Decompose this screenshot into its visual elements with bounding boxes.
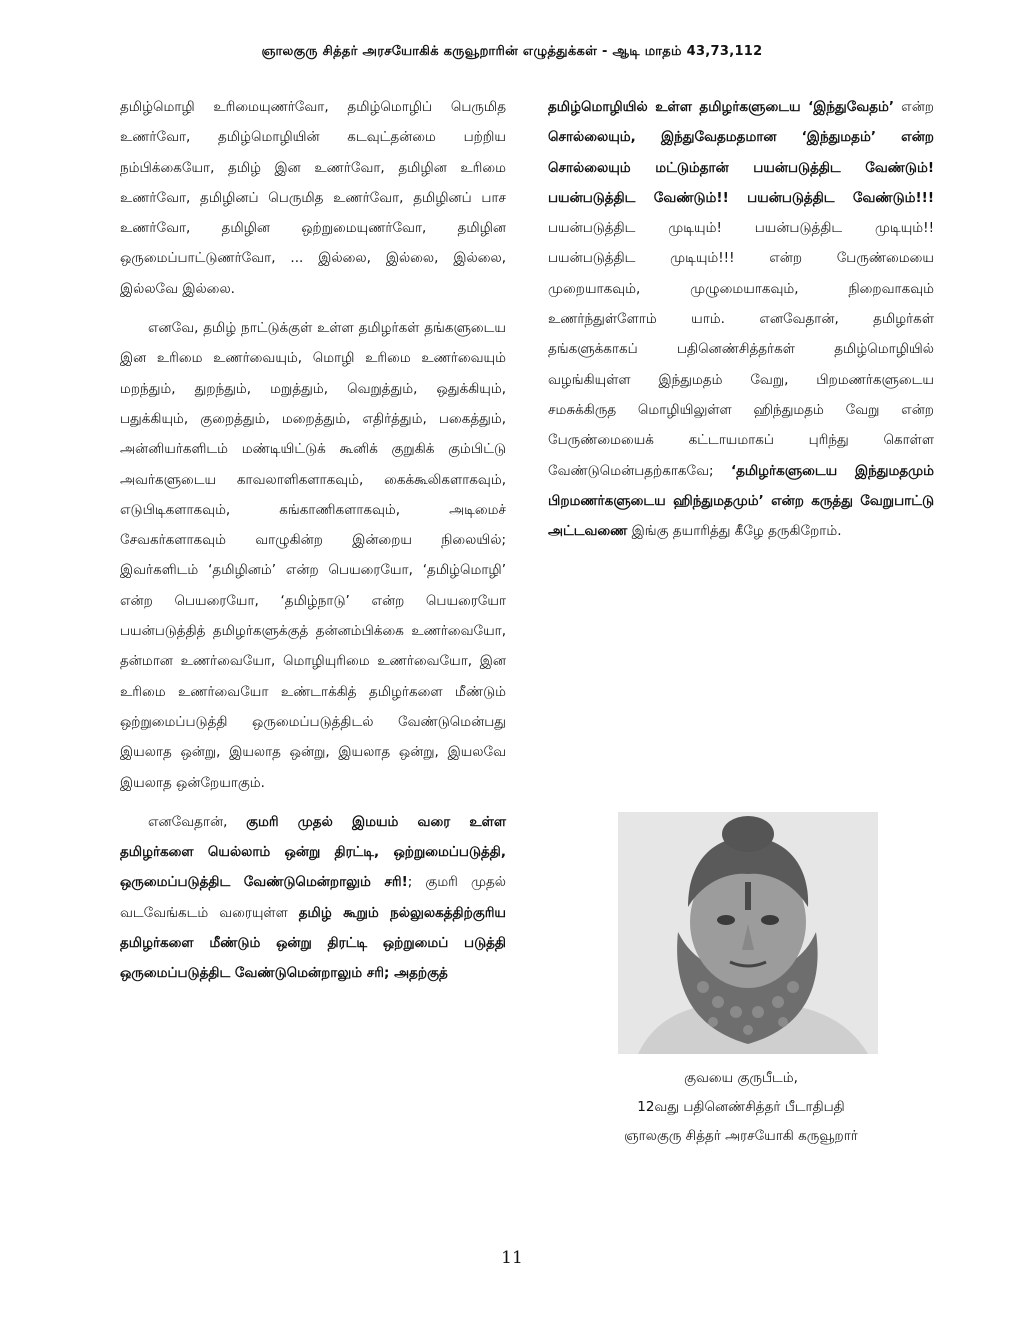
paragraph-4 (548, 92, 934, 546)
paragraph-4-text-2: பயன்படுத்திட முடியும்! பயன்படுத்திட முடியும்!! பயன்படுத்திட முடியும்!!! என்ற பேருண்மையை முறையாகவும், முழுமையாகவும், நிறைவாகவும் உணர்ந்துள்ளோம் யாம். எனவேதான், தமிழர்கள் தங்களுக்காகப் பதினெண்சித்தர்கள் தமிழ்மொழியில் வழங்கியுள்ள இந்துமதம் வேறு, பிறமணர்களுடைய சமசுக்கிருத மொழியிலுள்ள ஹிந்துமதம் வேறு என்ற பேருண்மையைக் கட்டாயமாகப் புரிந்து கொள்ள வேண்டுமென்பதற்காகவே; (548, 220, 934, 479)
paragraph-4-text-3: இங்கு தயாரித்து கீழே தருகிறோம். (627, 523, 842, 540)
paragraph-3-end: ; அதற்குத் (384, 965, 448, 982)
caption-line-1: குவயை குருபீடம், (684, 1070, 798, 1086)
paragraph-3 (120, 807, 506, 989)
paragraph-4-bold-3: ‘தமிழர்களுடைய இந்துமதமும் பிறமணர்களுடைய ஹிந்துமதமும்’ என்ற கருத்து வேறுபாட்டு அட்டவணை (548, 462, 934, 540)
portrait-photo (618, 812, 878, 1054)
left-column (120, 92, 506, 989)
page-number: 11 (501, 1248, 523, 1268)
paragraph-3-bold-2: தமிழ் கூறும் நல்லுலகத்திற்குரிய தமிழர்களை மீண்டும் ஒன்று திரட்டி ஒற்றுமைப் படுத்தி ஒருமைப்படுத்திட வேண்டுமென்றாலும் சரி (120, 904, 506, 982)
paragraph-3-bold-1: குமரி முதல் இமயம் வரை உள்ள தமிழர்களை யெல்லாம் ஒன்று திரட்டி, ஒற்றுமைப்படுத்தி, ஒருமைப்படுத்திட வேண்டுமென்றாலும் சரி! (120, 813, 506, 891)
photo-caption (548, 1064, 934, 1151)
right-column (548, 92, 934, 546)
paragraph-1: தமிழ்மொழி உரிமையுணர்வோ, தமிழ்மொழிப் பெருமித உணர்வோ, தமிழ்மொழியின் கடவுட்தன்மை பற்றிய நம்பிக்கையோ, தமிழ் இன உணர்வோ, தமிழின உரிமை உணர்வோ, தமிழினப் பெருமித உணர்வோ, தமிழினப் பாச உணர்வோ, தமிழின ஒற்றுமையுணர்வோ, தமிழின ஒருமைப்பாட்டுணர்வோ, ... இல்லை, இல்லை, இல்லை, இல்லவே இல்லை. (120, 99, 506, 297)
caption-line-2: 12வது பதினெண்சித்தர் பீடாதிபதி (637, 1099, 845, 1115)
paragraph-4-bold-1: தமிழ்மொழியில் உள்ள தமிழர்களுடைய ‘இந்துவேதம்’ (548, 99, 895, 115)
page-header: ஞாலகுரு சித்தர் அரசயோகிக் கருவூறாரின் எழுத்துக்கள் - ஆடி மாதம் 43,73,112 (261, 44, 763, 59)
paragraph-3-mid: ; குமரி முதல் வடவேங்கடம் வரையுள்ள (120, 874, 506, 921)
portrait-illustration (618, 812, 878, 1054)
paragraph-4-bold-2: சொல்லையும், இந்துவேதமதமான ‘இந்துமதம்’ என்ற சொல்லையும் மட்டும்தான் பயன்படுத்திட வேண்டும்! பயன்படுத்திட வேண்டும்!! பயன்படுத்திட வேண்டும்!!! (548, 129, 934, 206)
paragraph-3-intro: எனவேதான், (148, 813, 247, 830)
paragraph-4-text-1: என்ற (894, 99, 934, 115)
paragraph-2: எனவே, தமிழ் நாட்டுக்குள் உள்ள தமிழர்கள் தங்களுடைய இன உரிமை உணர்வையும், மொழி உரிமை உணர்வையும் மறந்தும், துறந்தும், மறுத்தும், வெறுத்தும், ஒதுக்கியும், பதுக்கியும், குறைத்தும், மறைத்தும், எதிர்த்தும், பகைத்தும், அன்னியர்களிடம் மண்டியிட்டுக் கூனிக் குறுகிக் கும்பிட்டு அவர்களுடைய காவலாளிகளாகவும், கைக்கூலிகளாகவும், எடுபிடிகளாகவும், கங்காணிகளாகவும், அடிமைச் சேவகர்களாகவும் வாழுகின்ற இன்றைய நிலையில்; இவர்களிடம் ‘தமிழினம்’ என்ற பெயரையோ, ‘தமிழ்மொழி’ என்ற பெயரையோ, ‘தமிழ்நாடு’ என்ற பெயரையோ பயன்படுத்தித் தமிழர்களுக்குத் தன்னம்பிக்கை உணர்வையோ, தன்மான உணர்வையோ, மொழியுரிமை உணர்வையோ, இன உரிமை உணர்வையோ உண்டாக்கித் தமிழர்களை மீண்டும் ஒற்றுமைப்படுத்தி ஒருமைப்படுத்திடல் வேண்டுமென்பது இயலாத ஒன்று, இயலாத ஒன்று, இயலாத ஒன்று, இயலவே இயலாத ஒன்றேயாகும். (120, 320, 506, 791)
caption-line-3: ஞாலகுரு சித்தர் அரசயோகி கருவூறார் (624, 1128, 858, 1144)
